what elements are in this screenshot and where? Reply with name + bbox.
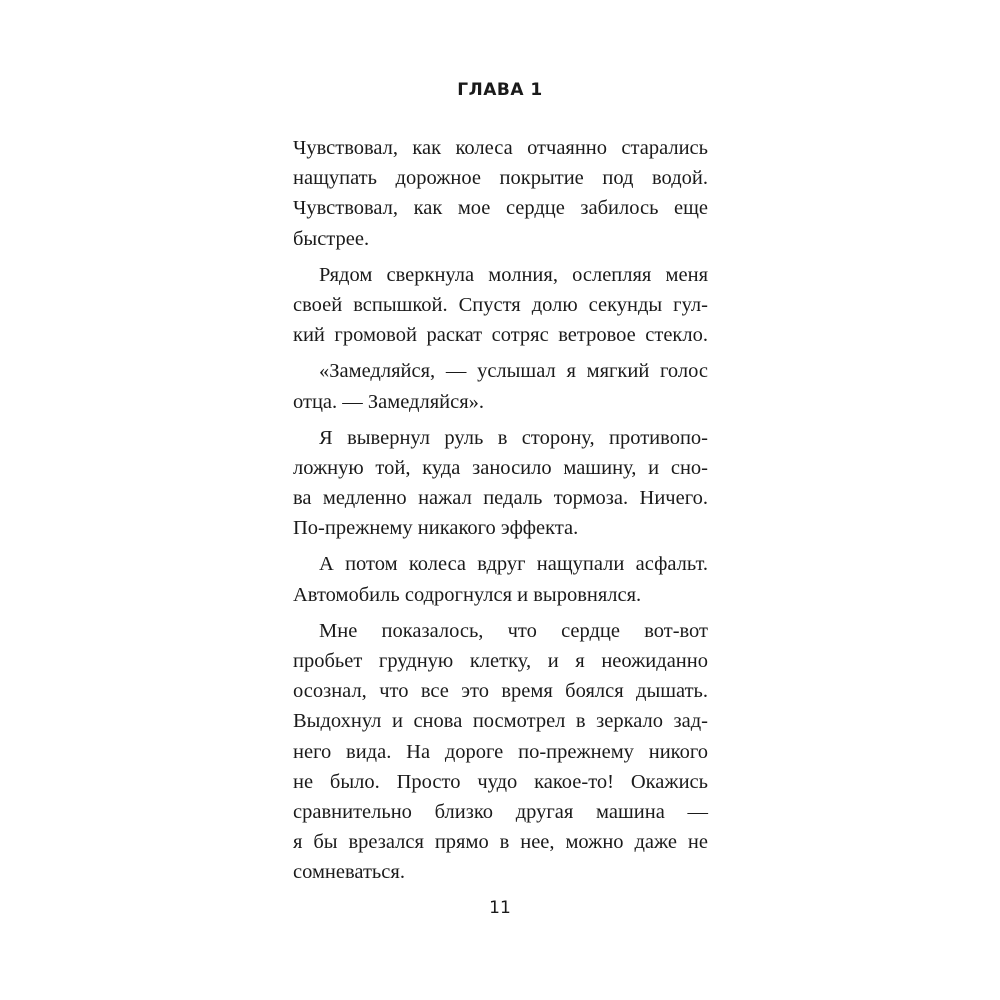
page-number: 11 [489,898,511,918]
text-line: Мне показалось, что сердце вот-вот [319,619,708,642]
text-line: быстрее. [293,227,370,250]
text-line: своей вспышкой. Спустя долю секунды гул- [293,293,708,316]
text-line: сомневаться. [293,861,405,884]
text-line: А потом колеса вдруг нащупали асфальт. [319,553,708,576]
text-line: Я вывернул руль в сторону, противопо- [319,426,708,449]
text-line: не было. Просто чудо какое-то! Окажись [293,770,708,793]
text-line: осознал, что все это время боялся дышать. [293,680,708,703]
text-line: Автомобиль содрогнулся и выровнялся. [293,583,642,606]
text-line: пробьет грудную клетку, и я неожиданно [293,650,708,672]
text-line: Рядом сверкнула молния, ослепляя меня [319,263,708,286]
text-line: него вида. На дороге по-прежнему никого [293,740,708,763]
body-text [293,133,708,888]
text-line: Чувствовал, как колеса отчаянно старались [293,137,708,159]
chapter-title: ГЛАВА 1 [457,80,543,100]
text-line: я бы врезался прямо в нее, можно даже не [293,831,708,854]
text-line: «Замедляйся, — услышал я мягкий голос [319,360,708,383]
text-line: нащупать дорожное покрытие под водой. [293,167,708,190]
text-line: отца. — Замедляйся». [293,390,485,413]
text-line: сравнительно близко другая машина — [293,800,708,823]
text-line: Чувствовал, как мое сердце забилось еще [293,197,708,220]
text-line: кий громовой раскат сотряс ветровое стекло. [293,324,708,347]
text-line: Выдохнул и снова посмотрел в зеркало зад- [293,710,708,733]
text-line: По-прежнему никакого эффекта. [293,517,579,540]
text-line: ва медленно нажал педаль тормоза. Ничего. [293,487,708,510]
text-line: ложную той, куда заносило машину, и сно- [293,456,708,479]
